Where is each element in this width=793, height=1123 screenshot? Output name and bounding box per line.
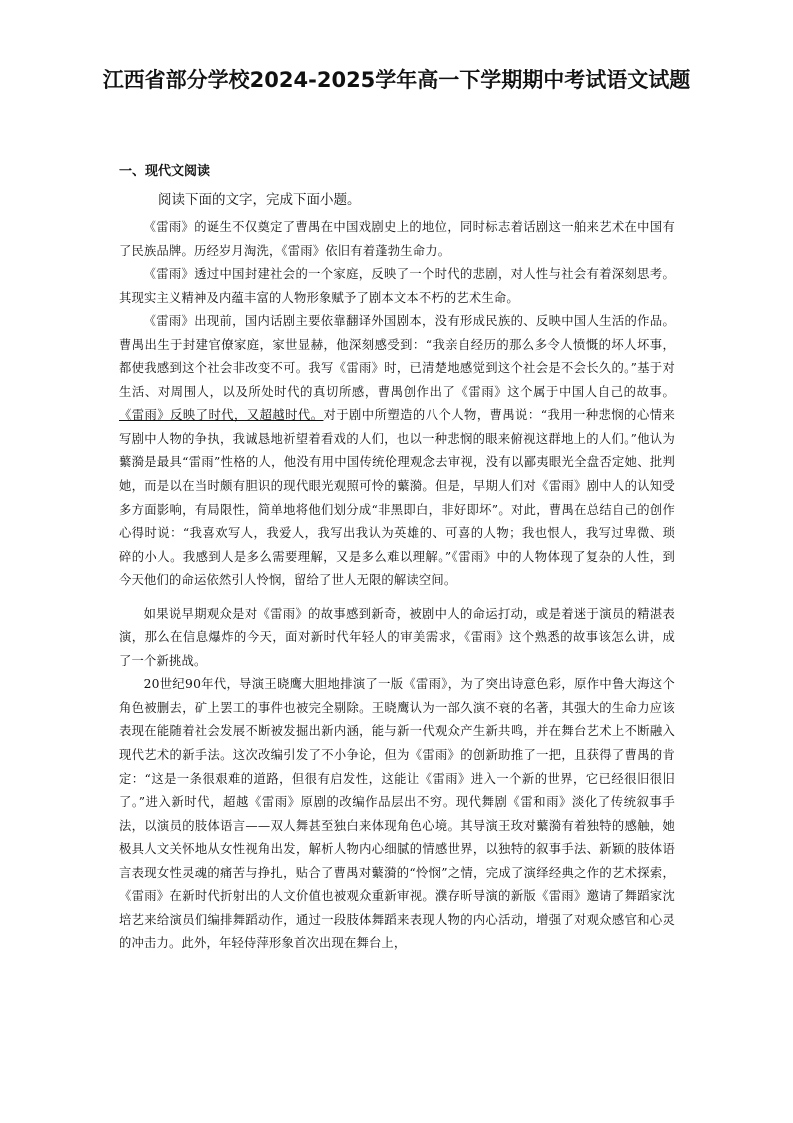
paragraph-2: 《雷雨》透过中国封建社会的一个家庭，反映了一个时代的悲剧，对人性与社会有着深刻思考。其现实主义精神及内蕴丰富的人物形象赋予了剧本文本不朽的艺术生命。 [119, 267, 675, 305]
paragraph-1: 《雷雨》的诞生不仅奠定了曹禺在中国戏剧史上的地位，同时标志着话剧这一舶来艺术在中国有了民族品牌。历经岁月淘洗，《雷雨》依旧有着蓬勃生命力。 [119, 220, 675, 258]
paragraph-3-part-2: 对于剧中所塑造的八个人物，曹禺说：“我用一种悲悯的心情来写剧中人物的争执，我诚恳地祈望着看戏的人们，也以一种悲悯的眼来俯视这群地上的人们。”他认为蘩漪是最具“雷雨”性格的人，他没有用中国传统伦理观念去审视，没有以鄙夷眼光全盘否定她、批判她，而是以在当时颇有胆识的现代眼光观照可怜的蘩漪。但是，早期人们对《雷雨》剧中人的认知受多方面影响，有局限性，简单地将他们划分成“非黑即白，非好即坏”。对此，曹禺在总结自己的创作心得时说：“我喜欢写人，我爱人，我写出我认为英雄的、可喜的人物；我也恨人，我写过卑微、琐碎的小人。我感到人是多么需要理解，又是多么难以理解。”《雷雨》中的人物体现了复杂的人性，到今天他们的命运依然引人怜悯，留给了世人无限的解读空间。 [119, 408, 675, 588]
reading-instruction: 阅读下面的文字，完成下面小题。 [158, 192, 361, 208]
passage-body [119, 216, 675, 956]
paragraph-5: 20世纪90年代，导演王晓鹰大胆地排演了一版《雷雨》，为了突出诗意色彩，原作中鲁大海这个角色被删去，矿上罢工的事件也被完全剔除。王晓鹰认为一部久演不衰的名著，其强大的生命力应该表现在能随着社会发展不断被发掘出新内涵，能与新一代观众产生新共鸣，并在舞台艺术上不断融入现代艺术的新手法。这次改编引发了不小争论，但为《雷雨》的创新助推了一把，且获得了曹禺的肯定：“这是一条很艰难的道路，但很有启发性，这能让《雷雨》进入一个新的世界，它已经很旧很旧了。”进入新时代，超越《雷雨》原剧的改编作品层出不穷。现代舞剧《雷和雨》淡化了传统叙事手法，以演员的肢体语言——双人舞甚至独白来体现角色心境。其导演王玫对蘩漪有着独特的感触，她极具人文关怀地从女性视角出发，解析人物内心细腻的情感世界，以独特的叙事手法、新颖的肢体语言表现女性灵魂的痛苦与挣扎，贴合了曹禺对蘩漪的“怜悯”之情，完成了演绎经典之作的艺术探索，《雷雨》在新时代折射出的人文价值也被观众重新审视。濮存昕导演的新版《雷雨》邀请了舞蹈家沈培艺来给演员们编排舞蹈动作，通过一段肢体舞蹈来表现人物的内心活动，增强了对观众感官和心灵的冲击力。此外，年轻侍萍形象首次出现在舞台上， [119, 677, 675, 951]
document-title: 江西省部分学校2024-2025学年高一下学期期中考试语文试题 [102, 68, 691, 92]
paragraph-3-part-1: 《雷雨》出现前，国内话剧主要依靠翻译外国剧本，没有形成民族的、反映中国人生活的作品。曹禺出生于封建官僚家庭，家世显赫，他深刻感受到：“我亲自经历的那么多令人愤慨的坏人坏事，都使我感到这个社会非改变不可。我写《雷雨》时，已清楚地感觉到这个社会是不会长久的。”基于对生活、对周围人，以及所处时代的真切所感，曹禺创作出了《雷雨》这个属于中国人自己的故事。 [119, 314, 675, 399]
section-heading: 一、现代文阅读 [119, 164, 211, 179]
paragraph-3 [119, 310, 675, 593]
underlined-sentence: 《雷雨》反映了时代，又超越时代。 [119, 408, 324, 423]
paragraph-4: 如果说早期观众是对《雷雨》的故事感到新奇，被剧中人的命运打动，或是着迷于演员的精湛表演，那么在信息爆炸的今天，面对新时代年轻人的审美需求，《雷雨》这个熟悉的故事该怎么讲，成了一个新挑战。 [119, 606, 675, 668]
